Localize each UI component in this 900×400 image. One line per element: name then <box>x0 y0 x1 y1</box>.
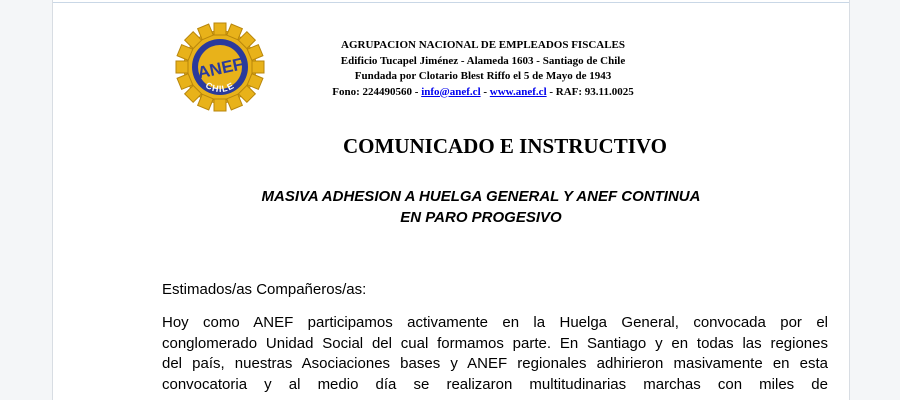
body-line: del país, nuestras Asociaciones bases y ANEF regionales adhirieron masivamente en esta <box>162 355 828 372</box>
raf-text: - RAF: 93.11.0025 <box>546 85 634 98</box>
subtitle-line-2: EN PARO PROGESIVO <box>400 209 562 226</box>
phone-text: Fono: 224490560 - <box>332 85 422 98</box>
body-line: convocatoria y al medio día se realizaron multitudinarias marchas con miles de <box>162 375 828 393</box>
page-top-border <box>53 2 849 3</box>
svg-text:CHILE: CHILE <box>203 80 237 95</box>
body-paragraph <box>162 313 828 395</box>
body-line: conglomerado Unidad Social del cual formamos parte. En Santiago y en todas las regiones <box>162 334 828 352</box>
body-line: Hoy como ANEF participamos activamente en la Huelga General, convocada por el <box>162 314 828 331</box>
document-subtitle <box>53 186 849 228</box>
greeting: Estimados/as Compañeros/as: <box>162 281 367 298</box>
email-link[interactable]: info@anef.cl <box>421 85 481 98</box>
org-address: Edificio Tucapel Jiménez - Alameda 1603 - Santiago de Chile <box>340 54 626 67</box>
website-link[interactable]: www.anef.cl <box>489 85 547 98</box>
anef-logo <box>173 20 267 114</box>
document-page <box>52 0 850 400</box>
org-name: AGRUPACION NACIONAL DE EMPLEADOS FISCALES <box>341 39 625 51</box>
subtitle-line-1: MASIVA ADHESION A HUELGA GENERAL Y ANEF CONTINUA <box>261 188 701 205</box>
svg-text:ANEF: ANEF <box>195 54 245 83</box>
document-title: COMUNICADO E INSTRUCTIVO <box>343 134 667 158</box>
letterhead <box>273 38 693 100</box>
anef-gear-seal-icon <box>173 20 267 114</box>
separator: - <box>480 85 490 98</box>
contact-line <box>273 85 693 101</box>
org-founded: Fundada por Clotario Blest Riffo el 5 de Mayo de 1943 <box>354 70 612 82</box>
